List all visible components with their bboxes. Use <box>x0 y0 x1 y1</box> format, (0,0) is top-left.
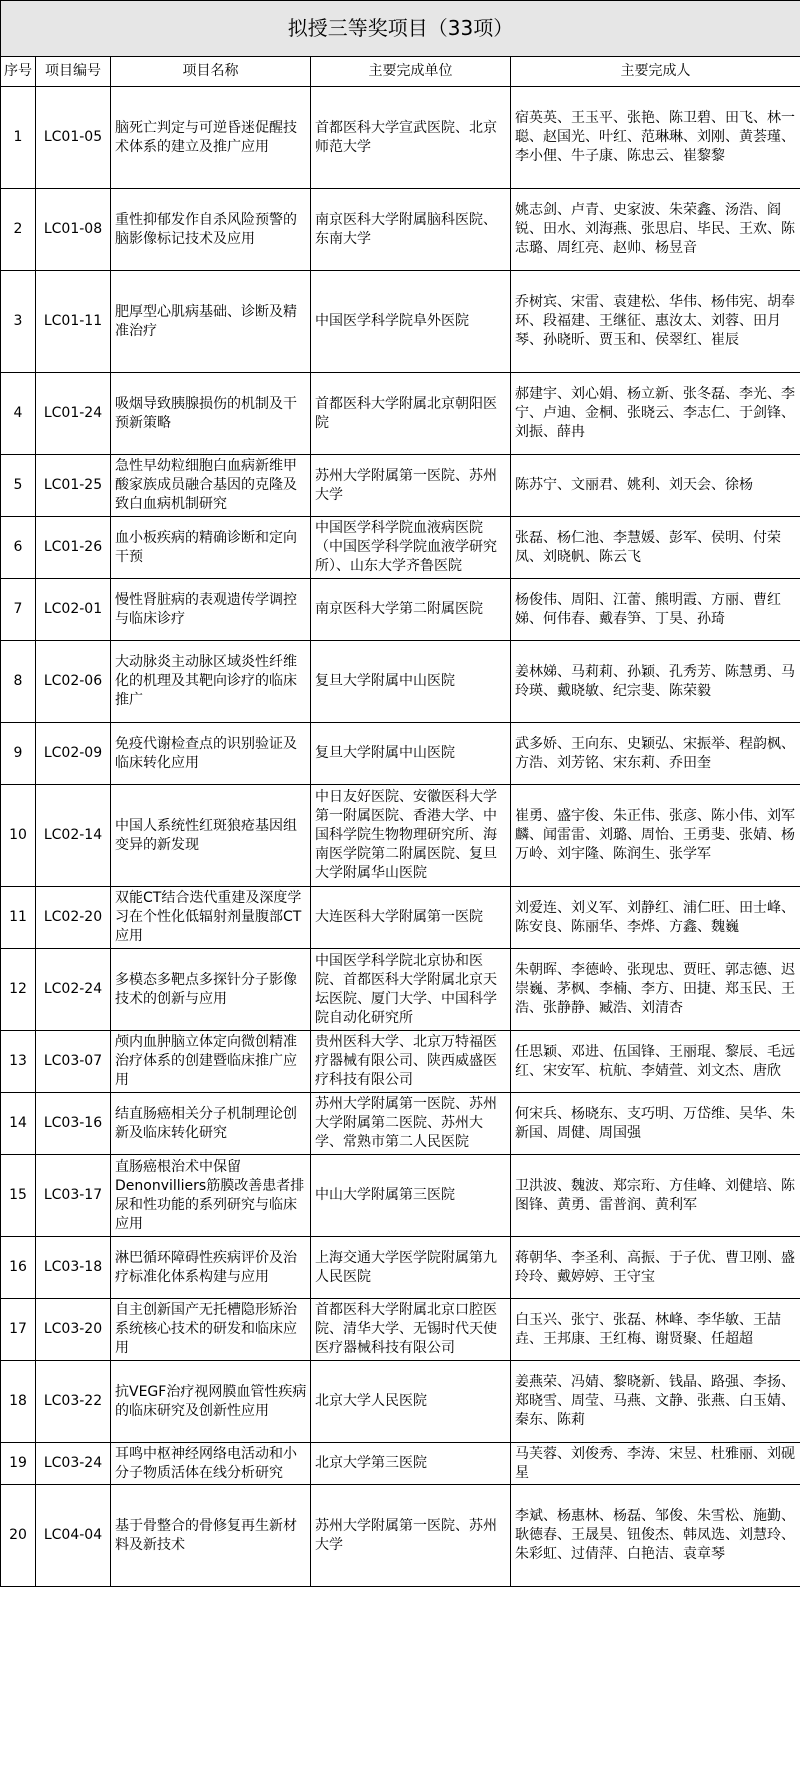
row-project-name: 吸烟导致胰腺损伤的机制及干预新策略 <box>111 373 311 455</box>
row-index: 13 <box>1 1031 36 1093</box>
row-project-name: 免疫代谢检查点的识别验证及临床转化应用 <box>111 723 311 785</box>
row-code: LC03-24 <box>36 1443 111 1485</box>
row-index: 6 <box>1 517 36 579</box>
row-code: LC01-11 <box>36 271 111 373</box>
row-index: 15 <box>1 1155 36 1237</box>
row-project-name: 慢性肾脏病的表观遗传学调控与临床诊疗 <box>111 579 311 641</box>
row-people: 武多娇、王向东、史颖弘、宋振举、程韵枫、方浩、刘芳铭、宋东莉、乔田奎 <box>511 723 800 785</box>
row-code: LC01-26 <box>36 517 111 579</box>
row-index: 3 <box>1 271 36 373</box>
row-unit: 南京医科大学附属脑科医院、东南大学 <box>311 189 511 271</box>
row-code: LC01-05 <box>36 87 111 189</box>
row-unit: 首都医科大学附属北京朝阳医院 <box>311 373 511 455</box>
row-project-name: 脑死亡判定与可逆昏迷促醒技术体系的建立及推广应用 <box>111 87 311 189</box>
row-project-name: 中国人系统性红斑狼疮基因组变异的新发现 <box>111 785 311 887</box>
row-code: LC01-08 <box>36 189 111 271</box>
row-code: LC03-16 <box>36 1093 111 1155</box>
row-project-name: 重性抑郁发作自杀风险预警的脑影像标记技术及应用 <box>111 189 311 271</box>
row-project-name: 肥厚型心肌病基础、诊断及精准治疗 <box>111 271 311 373</box>
row-people: 任思颖、邓进、伍国锋、王丽琨、黎辰、毛远红、宋安军、杭航、李婧萱、刘文杰、唐欣 <box>511 1031 800 1093</box>
row-index: 10 <box>1 785 36 887</box>
row-people: 蒋朝华、李圣利、高振、于子优、曹卫刚、盛玲玲、戴婷婷、王守宝 <box>511 1237 800 1299</box>
row-unit: 苏州大学附属第一医院、苏州大学 <box>311 1485 511 1587</box>
table-row <box>1 785 800 887</box>
table-row <box>1 1155 800 1237</box>
row-project-name: 自主创新国产无托槽隐形矫治系统核心技术的研发和临床应用 <box>111 1299 311 1361</box>
table-row <box>1 87 800 189</box>
row-people: 刘爱连、刘义军、刘静红、浦仁旺、田士峰、陈安良、陈丽华、李烨、方鑫、魏巍 <box>511 887 800 949</box>
row-index: 4 <box>1 373 36 455</box>
row-unit: 中国医学科学院血液病医院（中国医学科学院血液学研究所）、山东大学齐鲁医院 <box>311 517 511 579</box>
header-row <box>1 57 800 87</box>
row-code: LC03-17 <box>36 1155 111 1237</box>
header-unit: 主要完成单位 <box>311 57 511 87</box>
row-index: 9 <box>1 723 36 785</box>
header-index: 序号 <box>1 57 36 87</box>
row-code: LC03-18 <box>36 1237 111 1299</box>
row-index: 12 <box>1 949 36 1031</box>
row-unit: 苏州大学附属第一医院、苏州大学附属第二医院、苏州大学、常熟市第二人民医院 <box>311 1093 511 1155</box>
header-code: 项目编号 <box>36 57 111 87</box>
row-index: 11 <box>1 887 36 949</box>
table-row <box>1 887 800 949</box>
table-row <box>1 517 800 579</box>
row-people: 马芙蓉、刘俊秀、李涛、宋昱、杜雅丽、刘砚星 <box>511 1443 800 1485</box>
row-people: 郝建宇、刘心娟、杨立新、张冬磊、李光、李宁、卢迪、金桐、张晓云、李志仁、于剑锋、刘振、薛冉 <box>511 373 800 455</box>
table-row <box>1 1299 800 1361</box>
row-project-name: 双能CT结合迭代重建及深度学习在个性化低辐射剂量腹部CT应用 <box>111 887 311 949</box>
header-name: 项目名称 <box>111 57 311 87</box>
row-index: 17 <box>1 1299 36 1361</box>
row-people: 宿英英、王玉平、张艳、陈卫碧、田飞、林一聪、赵国光、叶红、范琳琳、刘刚、黄荟瑾、李小俚、牛子康、陈忠云、崔黎黎 <box>511 87 800 189</box>
row-people: 李斌、杨惠林、杨磊、邹俊、朱雪松、施勤、耿德春、王晟昊、钮俊杰、韩凤选、刘慧玲、朱彩虹、过倩萍、白艳洁、袁章琴 <box>511 1485 800 1587</box>
row-project-name: 大动脉炎主动脉区域炎性纤维化的机理及其靶向诊疗的临床推广 <box>111 641 311 723</box>
row-index: 20 <box>1 1485 36 1587</box>
row-project-name: 急性早幼粒细胞白血病新维甲酸家族成员融合基因的克隆及致白血病机制研究 <box>111 455 311 517</box>
row-code: LC03-07 <box>36 1031 111 1093</box>
table-row <box>1 1237 800 1299</box>
row-people: 杨俊伟、周阳、江蕾、熊明霞、方丽、曹红娣、何伟春、戴春笋、丁昊、孙琦 <box>511 579 800 641</box>
row-unit: 复旦大学附属中山医院 <box>311 723 511 785</box>
row-unit: 苏州大学附属第一医院、苏州大学 <box>311 455 511 517</box>
row-index: 2 <box>1 189 36 271</box>
row-index: 19 <box>1 1443 36 1485</box>
row-index: 16 <box>1 1237 36 1299</box>
table-row <box>1 455 800 517</box>
row-project-name: 直肠癌根治术中保留Denonvilliers筋膜改善患者排尿和性功能的系列研究与临床应用 <box>111 1155 311 1237</box>
row-people: 白玉兴、张宁、张磊、林峰、李华敏、王喆垚、王邦康、王红梅、谢贤聚、任超超 <box>511 1299 800 1361</box>
row-unit: 中国医学科学院阜外医院 <box>311 271 511 373</box>
row-project-name: 基于骨整合的骨修复再生新材料及新技术 <box>111 1485 311 1587</box>
row-unit: 中国医学科学院北京协和医院、首都医科大学附属北京天坛医院、厦门大学、中国科学院自动化研究所 <box>311 949 511 1031</box>
row-people: 朱朝晖、李德岭、张现忠、贾旺、郭志德、迟崇巍、茅枫、李楠、李方、田捷、郑玉民、王浩、张静静、臧浩、刘清杏 <box>511 949 800 1031</box>
row-index: 5 <box>1 455 36 517</box>
table-row <box>1 1031 800 1093</box>
row-code: LC01-25 <box>36 455 111 517</box>
row-unit: 首都医科大学附属北京口腔医院、清华大学、无锡时代天使医疗器械科技有限公司 <box>311 1299 511 1361</box>
row-code: LC02-06 <box>36 641 111 723</box>
row-people: 张磊、杨仁池、李慧媛、彭军、侯明、付荣凤、刘晓帆、陈云飞 <box>511 517 800 579</box>
row-code: LC02-24 <box>36 949 111 1031</box>
row-code: LC01-24 <box>36 373 111 455</box>
row-code: LC02-01 <box>36 579 111 641</box>
row-code: LC02-20 <box>36 887 111 949</box>
row-people: 姜林娣、马莉莉、孙颖、孔秀芳、陈慧勇、马玲瑛、戴晓敏、纪宗斐、陈荣毅 <box>511 641 800 723</box>
row-unit: 首都医科大学宣武医院、北京师范大学 <box>311 87 511 189</box>
row-project-name: 耳鸣中枢神经网络电活动和小分子物质活体在线分析研究 <box>111 1443 311 1485</box>
row-code: LC04-04 <box>36 1485 111 1587</box>
row-people: 何宋兵、杨晓东、支巧明、万岱维、吴华、朱新国、周健、周国强 <box>511 1093 800 1155</box>
row-code: LC02-14 <box>36 785 111 887</box>
row-project-name: 多模态多靶点多探针分子影像技术的创新与应用 <box>111 949 311 1031</box>
row-unit: 中山大学附属第三医院 <box>311 1155 511 1237</box>
row-people: 卫洪波、魏波、郑宗珩、方佳峰、刘健培、陈图锋、黄勇、雷普润、黄利军 <box>511 1155 800 1237</box>
row-unit: 北京大学第三医院 <box>311 1443 511 1485</box>
row-project-name: 血小板疾病的精确诊断和定向干预 <box>111 517 311 579</box>
row-project-name: 淋巴循环障碍性疾病评价及治疗标准化体系构建与应用 <box>111 1237 311 1299</box>
table-row <box>1 723 800 785</box>
row-unit: 大连医科大学附属第一医院 <box>311 887 511 949</box>
row-index: 18 <box>1 1361 36 1443</box>
row-people: 崔勇、盛宇俊、朱正伟、张彦、陈小伟、刘军麟、闻雷雷、刘璐、周怡、王勇斐、张婧、杨万岭、刘宇隆、陈润生、张学军 <box>511 785 800 887</box>
row-index: 1 <box>1 87 36 189</box>
row-project-name: 结直肠癌相关分子机制理论创新及临床转化研究 <box>111 1093 311 1155</box>
row-code: LC03-20 <box>36 1299 111 1361</box>
table-row <box>1 1443 800 1485</box>
row-people: 陈苏宁、文丽君、姚利、刘天会、徐杨 <box>511 455 800 517</box>
row-code: LC02-09 <box>36 723 111 785</box>
table-row <box>1 189 800 271</box>
table-row <box>1 271 800 373</box>
table-title: 拟授三等奖项目（33项） <box>1 1 800 57</box>
row-index: 7 <box>1 579 36 641</box>
row-project-name: 抗VEGF治疗视网膜血管性疾病的临床研究及创新性应用 <box>111 1361 311 1443</box>
row-unit: 北京大学人民医院 <box>311 1361 511 1443</box>
row-people: 姜燕荣、冯婧、黎晓新、钱晶、路强、李扬、郑晓雪、周莹、马燕、文静、张燕、白玉婧、秦东、陈莉 <box>511 1361 800 1443</box>
table-row <box>1 641 800 723</box>
table-row <box>1 949 800 1031</box>
row-unit: 复旦大学附属中山医院 <box>311 641 511 723</box>
table-row <box>1 1361 800 1443</box>
row-unit: 南京医科大学第二附属医院 <box>311 579 511 641</box>
row-project-name: 颅内血肿脑立体定向微创精准治疗体系的创建暨临床推广应用 <box>111 1031 311 1093</box>
row-unit: 上海交通大学医学院附属第九人民医院 <box>311 1237 511 1299</box>
row-index: 14 <box>1 1093 36 1155</box>
row-people: 乔树宾、宋雷、袁建松、华伟、杨伟宪、胡奉环、段福建、王继征、惠汝太、刘蓉、田月琴、孙晓昕、贾玉和、侯翠红、崔辰 <box>511 271 800 373</box>
row-index: 8 <box>1 641 36 723</box>
row-unit: 中日友好医院、安徽医科大学第一附属医院、香港大学、中国科学院生物物理研究所、海南医学院第二附属医院、复旦大学附属华山医院 <box>311 785 511 887</box>
row-unit: 贵州医科大学、北京万特福医疗器械有限公司、陕西威盛医疗科技有限公司 <box>311 1031 511 1093</box>
header-people: 主要完成人 <box>511 57 800 87</box>
table-row <box>1 373 800 455</box>
row-people: 姚志剑、卢青、史家波、朱荣鑫、汤浩、阎锐、田水、刘海燕、张思启、毕民、王欢、陈志璐、周红亮、赵帅、杨昱音 <box>511 189 800 271</box>
table-row <box>1 1485 800 1587</box>
table-row <box>1 1093 800 1155</box>
row-code: LC03-22 <box>36 1361 111 1443</box>
table-row <box>1 579 800 641</box>
